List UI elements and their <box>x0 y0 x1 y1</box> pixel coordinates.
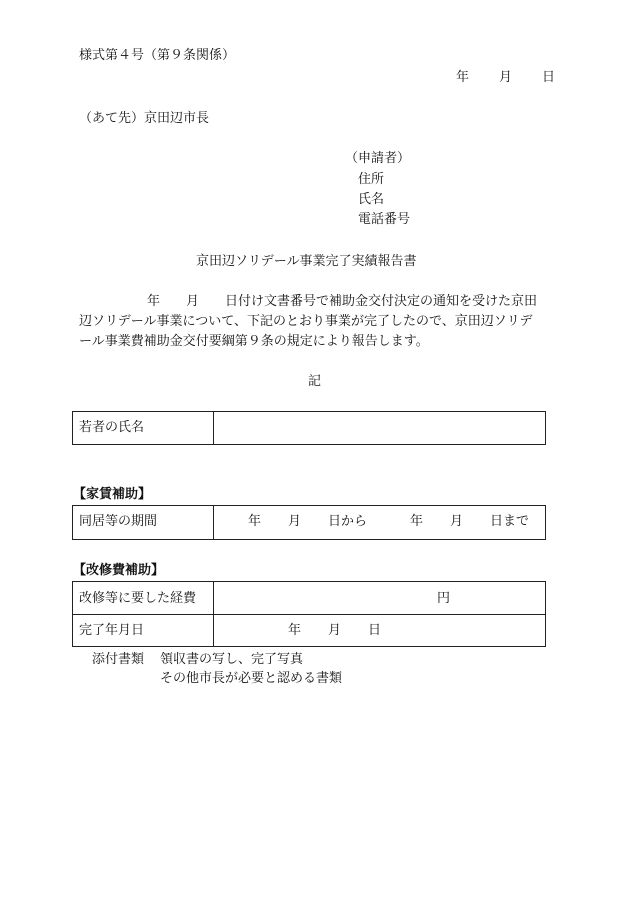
young-person-label: 若者の氏名 <box>79 420 145 435</box>
to-day: 日まで <box>490 514 530 529</box>
applicant-heading: （申請者） <box>345 151 411 166</box>
completion-date[interactable] <box>288 622 381 640</box>
document-title: 京田辺ソリデール事業完了実績報告書 <box>196 254 417 269</box>
completion-year: 年 <box>288 623 302 638</box>
completion-date-label: 完了年月日 <box>79 623 145 638</box>
rent-divider <box>213 505 214 540</box>
renovation-section-heading: 【改修費補助】 <box>73 563 165 578</box>
renovation-row-divider <box>72 614 546 615</box>
form-number: 様式第４号（第９条関係） <box>79 48 236 63</box>
body-line-1-rest: 日付け文書番号で補助金交付決定の通知を受けた京田 <box>225 294 538 309</box>
addressee: （あて先）京田辺市長 <box>79 111 210 126</box>
body-line-3: ール事業費補助金交付要綱第９条の規定により報告します。 <box>79 334 429 349</box>
period-label: 同居等の期間 <box>79 514 158 529</box>
period-to[interactable] <box>410 513 529 531</box>
attachments-item-2: その他市長が必要と認める書類 <box>160 671 343 686</box>
applicant-address-label: 住所 <box>358 172 385 187</box>
body-month: 月 <box>186 294 200 309</box>
from-day: 日から <box>328 514 368 529</box>
attachments-label: 添付書類 <box>92 652 145 667</box>
ki-heading: 記 <box>308 374 322 389</box>
young-person-divider <box>213 411 214 445</box>
renovation-cost-unit[interactable]: 円 <box>437 591 451 606</box>
body-line-2: 辺ソリデール事業について、下記のとおり事業が完了したので、京田辺ソリデ <box>79 314 533 329</box>
date-day: 日 <box>542 70 556 85</box>
date-year: 年 <box>456 70 470 85</box>
date-line <box>456 69 555 87</box>
period-from[interactable] <box>248 513 367 531</box>
attachments-item-1: 領収書の写し、完了写真 <box>160 652 304 667</box>
applicant-phone-label: 電話番号 <box>358 212 411 227</box>
completion-month: 月 <box>328 623 342 638</box>
to-year: 年 <box>410 514 424 529</box>
body-line-1 <box>147 293 537 311</box>
renovation-cost-label: 改修等に要した経費 <box>79 591 197 606</box>
body-year: 年 <box>147 294 161 309</box>
from-year: 年 <box>248 514 262 529</box>
to-month: 月 <box>450 514 464 529</box>
applicant-name-label: 氏名 <box>358 192 385 207</box>
date-month: 月 <box>499 70 513 85</box>
completion-day: 日 <box>368 623 382 638</box>
rent-section-heading: 【家賃補助】 <box>73 487 152 502</box>
from-month: 月 <box>288 514 302 529</box>
